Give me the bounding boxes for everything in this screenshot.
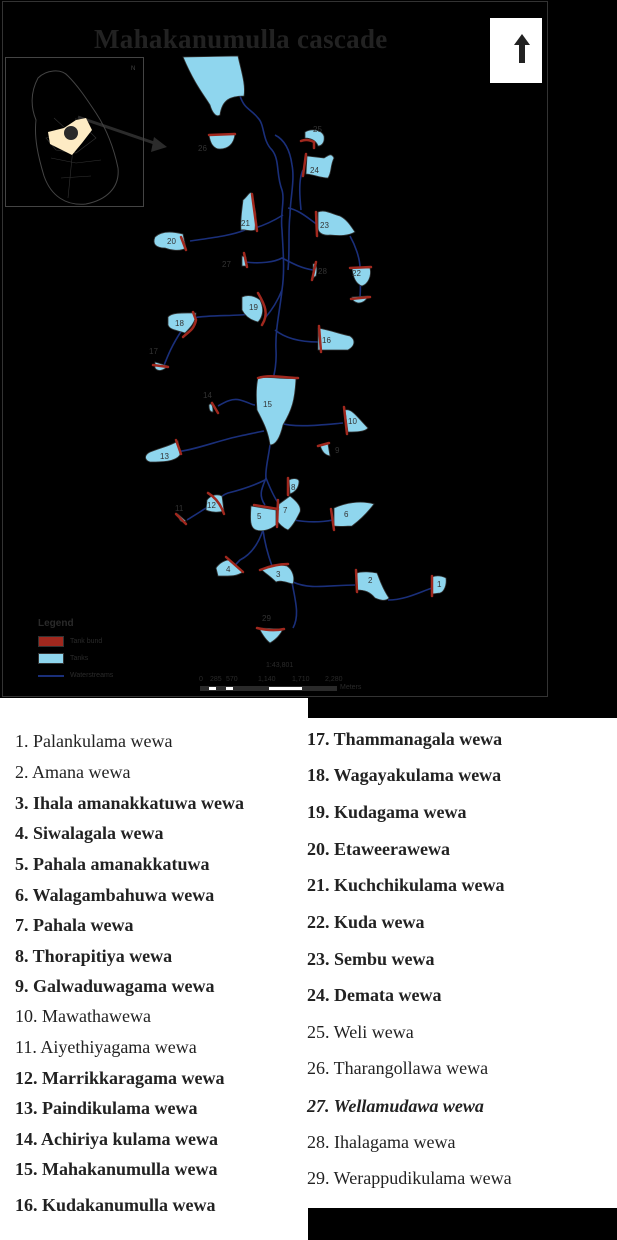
tank-list-item: 20. Etaweerawewa [307,839,450,859]
scale-tick: 1,710 [292,676,310,683]
svg-text:13: 13 [160,452,169,461]
svg-text:20: 20 [167,237,176,246]
svg-text:12: 12 [207,501,216,510]
scale-ratio: 1:43,801 [266,662,294,669]
svg-text:4: 4 [226,565,231,574]
tank-list-item: 27. Wellamudawa wewa [307,1096,484,1116]
tank-list-item: 15. Mahakanumulla wewa [15,1159,218,1179]
legend-label: Waterstreams [70,672,114,679]
svg-text:22: 22 [352,269,361,278]
legend-item-tank-bund [38,633,113,650]
svg-text:10: 10 [348,417,357,426]
svg-text:N: N [131,66,136,72]
svg-text:2: 2 [368,576,373,585]
scale-bar [200,686,337,691]
svg-text:9: 9 [335,446,340,455]
svg-text:11: 11 [175,504,184,513]
legend-label: Tanks [70,655,89,662]
tank-list-item: 21. Kuchchikulama wewa [307,875,505,895]
tank-list-item: 23. Sembu wewa [307,949,435,969]
scale-tick: 285 [210,676,222,683]
svg-text:7: 7 [283,506,288,515]
north-arrow [490,18,542,83]
tank-number-labels [149,125,442,623]
svg-text:28: 28 [318,267,327,276]
svg-text:29: 29 [262,614,271,623]
tank-list-item: 19. Kudagama wewa [307,802,467,822]
svg-text:23: 23 [320,221,329,230]
scale-tick: 1,140 [258,676,276,683]
svg-text:26: 26 [198,144,207,153]
tank-list-item: 26. Tharangollawa wewa [307,1058,489,1078]
tank-list-item: 18. Wagayakulama wewa [307,765,502,785]
map-legend [38,618,113,684]
tank-list-item: 14. Achiriya kulama wewa [15,1129,219,1149]
spacer [0,698,308,718]
svg-text:27: 27 [222,260,231,269]
tank-list-item: 25. Weli wewa [307,1022,414,1042]
tank-list-item: 29. Werappudikulama wewa [307,1168,512,1188]
tank-list-item: 17. Thammanagala wewa [307,729,503,749]
svg-text:3: 3 [276,570,281,579]
svg-text:8: 8 [291,483,296,492]
svg-text:16: 16 [322,336,331,345]
legend-item-waterstreams [38,667,113,684]
waterstreams [163,96,432,628]
bottom-black-bar [308,1208,617,1240]
svg-text:5: 5 [257,512,262,521]
svg-text:14: 14 [203,391,212,400]
svg-text:21: 21 [241,219,250,228]
north-arrow-icon [490,18,542,83]
svg-text:17: 17 [149,347,158,356]
svg-text:24: 24 [310,166,319,175]
scale-unit: Meters [340,684,362,691]
waterstream-line-icon [38,675,64,677]
tank-list-item: 4. Siwalagala wewa [15,823,164,843]
tank-list-item: 12. Marrikkaragama wewa [15,1068,225,1088]
tank-bund-swatch-icon [38,636,64,647]
tank-list-item: 2. Amana wewa [15,762,131,782]
tank-list-item: 13. Paindikulama wewa [15,1098,198,1118]
tanks [146,56,447,643]
tank-list-item: 11. Aiyethiyagama wewa [15,1037,197,1057]
tank-list-item: 8. Thorapitiya wewa [15,946,173,966]
sri-lanka-outline [6,58,145,208]
legend-label: Tank bund [70,638,103,645]
scale-tick: 570 [226,676,238,683]
tank-list-item: 9. Galwaduwagama wewa [15,976,215,996]
tank-list-item: 6. Walagambahuwa wewa [15,885,215,905]
svg-text:15: 15 [263,400,272,409]
sri-lanka-inset-map [5,57,144,207]
svg-text:19: 19 [249,303,258,312]
svg-text:1: 1 [437,580,442,589]
tank-list-item: 24. Demata wewa [307,985,442,1005]
scale-tick: 0 [199,676,203,683]
scale-tick: 2,280 [325,676,343,683]
tank-swatch-icon [38,653,64,664]
tank-list-item: 7. Pahala wewa [15,915,134,935]
svg-text:25: 25 [313,125,322,134]
tank-list-item: 22. Kuda wewa [307,912,425,932]
tank-list-item: 16. Kudakanumulla wewa [15,1195,216,1215]
tank-list-item: 10. Mawathawewa [15,1006,151,1026]
legend-title: Legend [38,618,74,629]
svg-text:6: 6 [344,510,349,519]
tank-list-item: 1. Palankulama wewa [15,731,173,751]
tank-list-item: 28. Ihalagama wewa [307,1132,456,1152]
svg-text:18: 18 [175,319,184,328]
tank-list-item: 5. Pahala amanakkatuwa [15,854,210,874]
legend-item-tanks [38,650,113,667]
map-title: Mahakanumulla cascade [94,24,388,54]
tank-list-item: 3. Ihala amanakkatuwa wewa [15,793,245,813]
